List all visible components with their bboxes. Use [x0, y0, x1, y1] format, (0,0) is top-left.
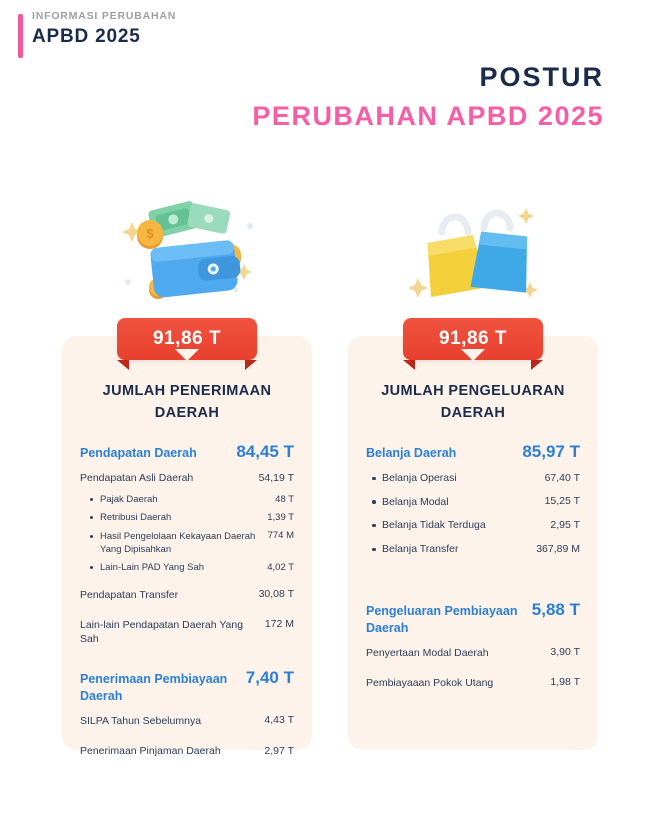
ribbon-penerimaan-total: [117, 318, 257, 360]
row-penyertaan-modal-daerah: [366, 646, 580, 660]
card-penerimaan-title: JUMLAH PENERIMAAN DAERAH: [102, 383, 272, 422]
page-title: [252, 62, 604, 132]
spacer: [80, 736, 294, 744]
card-pengeluaran-body: [366, 442, 580, 740]
section-label: Belanja Daerah: [366, 446, 457, 460]
page-title-line1: POSTUR: [479, 62, 604, 92]
section-label: Pengeluaran Pembiayaan Daerah: [366, 603, 518, 635]
section-pendapatan-daerah-head: [80, 442, 294, 462]
section-penerimaan-pembiayaan-head: [80, 668, 294, 705]
row-value: 15,25 T: [544, 495, 580, 508]
page-title-line2: PERUBAHAN APBD 2025: [252, 101, 604, 131]
row-pembiayaan-pokok-utang: [366, 676, 580, 690]
row-belanja-transfer: [366, 542, 580, 557]
row-label: Belanja Transfer: [372, 542, 458, 557]
row-label: Penerimaan Pinjaman Daerah: [80, 745, 221, 758]
row-retribusi-daerah: [80, 511, 294, 524]
spacer: [80, 580, 294, 588]
row-value: 67,40 T: [544, 471, 580, 484]
section-value: 7,40 T: [245, 668, 294, 688]
spacer: [366, 668, 580, 676]
spacer: [80, 654, 294, 668]
row-value: 367,89 M: [536, 542, 580, 555]
row-value: 4,02 T: [267, 561, 294, 573]
spacer: [366, 566, 580, 586]
section-value: 85,97 T: [522, 442, 580, 461]
row-value: 3,90 T: [550, 646, 580, 658]
row-label: Penyertaan Modal Daerah: [366, 646, 489, 659]
section-label: Pendapatan Daerah: [80, 446, 197, 460]
spacer: [80, 610, 294, 618]
header-kicker: INFORMASI PERUBAHAN: [32, 10, 177, 22]
row-label: Lain-lain Pendapatan Daerah Yang Sah: [80, 618, 244, 645]
row-belanja-operasi: [366, 471, 580, 486]
shopping-bags-icon: [398, 186, 558, 316]
row-lain-lain-pendapatan-daerah-yang-sah: [80, 618, 294, 646]
card-pengeluaran: [348, 328, 598, 750]
row-value: 2,97 T: [264, 744, 294, 757]
row-label: Pembiayaaan Pokok Utang: [366, 676, 494, 689]
row-label: Pajak Daerah: [90, 493, 158, 506]
row-belanja-modal: [366, 495, 580, 510]
row-pajak-daerah: [80, 493, 294, 506]
row-value: 2,95 T: [550, 518, 580, 531]
row-label: SILPA Tahun Sebelumnya: [80, 714, 202, 727]
row-label: Belanja Tidak Terduga: [372, 518, 486, 533]
row-value: 54,19 T: [258, 471, 294, 484]
header: [18, 10, 176, 48]
row-pendapatan-asli-daerah: [80, 471, 294, 485]
row-value: 1,39 T: [267, 511, 294, 523]
row-value: 30,08 T: [258, 588, 294, 601]
section-value: 84,45 T: [236, 442, 294, 461]
row-label: Retribusi Daerah: [90, 511, 171, 524]
ribbon-pengeluaran-value: 91,86 T: [439, 328, 507, 349]
ribbon-notch: [175, 349, 199, 361]
row-label: Pendapatan Transfer: [80, 588, 179, 601]
row-penerimaan-pinjaman-daerah: [80, 744, 294, 758]
row-label: Belanja Operasi: [372, 471, 457, 486]
header-accent-bar: [18, 14, 23, 58]
ribbon-penerimaan-value: 91,86 T: [153, 328, 221, 349]
row-label: Pendapatan Asli Daerah: [80, 472, 194, 484]
section-value: 5,88 T: [531, 599, 580, 619]
row-pendapatan-transfer: [80, 588, 294, 602]
row-value: 4,43 T: [264, 714, 294, 727]
card-pengeluaran-title: JUMLAH PENGELUARAN DAERAH: [381, 383, 565, 422]
row-belanja-tidak-terduga: [366, 518, 580, 533]
row-value: 48 T: [275, 493, 294, 505]
row-silpa-tahun-sebelumnya: [80, 714, 294, 728]
row-label: Hasil Pengelolaan Kekayaan Daerah Yang Dipisahkan: [90, 530, 260, 557]
section-belanja-daerah-head: [366, 442, 580, 462]
row-value: 172 M: [264, 618, 294, 631]
row-value: 774 M: [267, 530, 294, 542]
section-label: Penerimaan Pembiayaan Daerah: [80, 672, 228, 704]
svg-text:$: $: [146, 226, 154, 241]
row-hasil-pengelolaan-kekayaan: [80, 530, 294, 557]
ribbon-pengeluaran-total: [403, 318, 543, 360]
row-label: Lain-Lain PAD Yang Sah: [90, 561, 204, 574]
section-pengeluaran-pembiayaan-head: [366, 600, 580, 637]
card-penerimaan: [62, 328, 312, 758]
ribbon-notch: [461, 349, 485, 361]
wallet-money-icon: [110, 186, 270, 316]
spacer: [366, 586, 580, 600]
row-value: 1,98 T: [550, 676, 580, 689]
row-label: Belanja Modal: [372, 495, 449, 510]
card-penerimaan-body: [80, 442, 294, 758]
row-lain-lain-pad: [80, 561, 294, 574]
header-title: APBD 2025: [32, 26, 141, 47]
